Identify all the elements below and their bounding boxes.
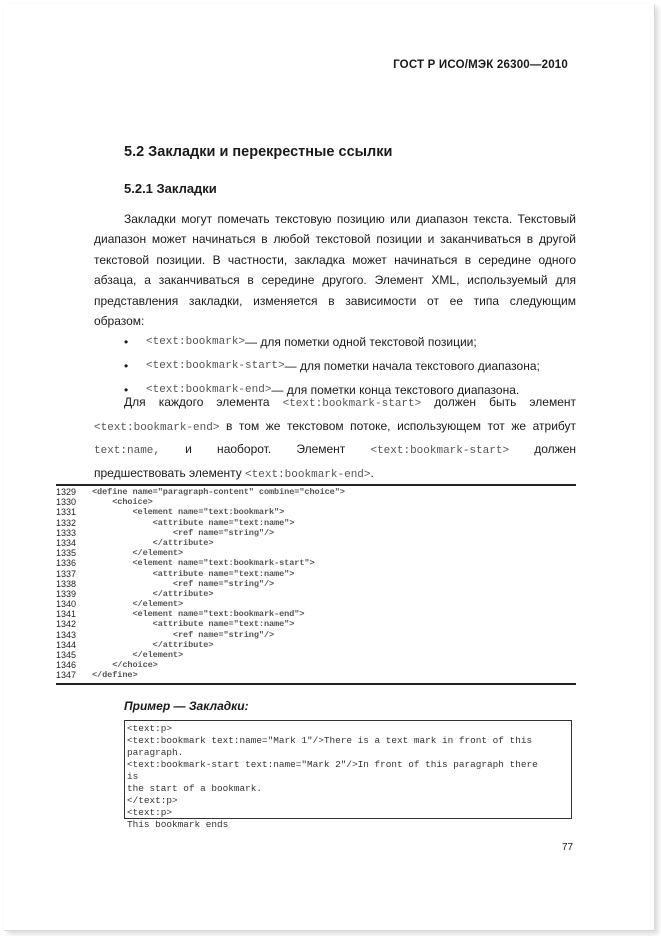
code-text: <attribute name="text:name">: [92, 568, 295, 579]
code-text: </choice>: [92, 660, 158, 671]
code-line: [56, 558, 576, 568]
example-code-line: <text:p>: [127, 807, 173, 818]
line-number: 1339: [56, 588, 77, 599]
paragraph-line: [94, 462, 576, 486]
code-text: </attribute>: [92, 537, 214, 548]
code-line: [56, 670, 576, 680]
code-text: <ref name="string"/>: [92, 527, 275, 538]
line-number: 1334: [56, 537, 77, 548]
element-code: <text:bookmark-end>: [146, 384, 272, 396]
paragraph-line: абзаца, а заканчиваться в середине другого. Элемент XML, используемый для: [94, 273, 576, 288]
text-run: .: [370, 465, 374, 480]
code-text: <element name="text:bookmark">: [92, 507, 285, 518]
element-code: <text:bookmark-end>: [94, 421, 220, 434]
code-line: [56, 518, 576, 528]
schema-code-listing: [56, 484, 576, 685]
attribute-code: text:name,: [94, 445, 161, 457]
example-title: Пример — Закладки:: [124, 699, 249, 713]
paragraph-line: представления закладки, изменяется в зависимости от ее типа следующим: [94, 293, 576, 308]
example-code-line: the start of a bookmark.: [127, 783, 263, 794]
example-code-line: is: [127, 771, 139, 782]
paragraph-line: образом:: [94, 314, 145, 329]
code-line: [56, 599, 576, 609]
code-text: </attribute>: [92, 588, 214, 599]
code-text: </element>: [92, 548, 184, 559]
example-code-line: </text:p>: [127, 795, 178, 806]
standard-header: ГОСТ Р ИСО/МЭК 26300—2010: [393, 59, 568, 71]
code-line: [56, 507, 576, 517]
code-text: </element>: [92, 650, 184, 660]
rule-paragraph: [94, 391, 576, 485]
paragraph-line: [94, 391, 576, 415]
code-line: [56, 640, 576, 650]
code-text: <ref name="string"/>: [92, 629, 275, 640]
code-text: <attribute name="text:name">: [92, 517, 295, 528]
paragraph-line: [94, 415, 576, 439]
list-item: [124, 354, 540, 378]
example-code-line: This bookmark ends: [127, 819, 229, 830]
bullet-icon: •: [124, 359, 129, 373]
code-line: [56, 538, 576, 548]
code-line: [56, 528, 576, 538]
code-line: [56, 660, 576, 670]
text-run: в том же текстовом потоке, использующем тот же атрибут: [219, 418, 576, 433]
text-run: и наоборот. Элемент: [160, 442, 371, 456]
line-number: 1341: [56, 609, 77, 620]
section-title: 5.2 Закладки и перекрестные ссылки: [124, 144, 393, 160]
line-number: 1330: [56, 497, 77, 508]
list-item: [124, 330, 540, 354]
code-line: [56, 589, 576, 599]
list-item-text: — для пометки начала текстового диапазона;: [284, 359, 540, 373]
text-run: должен быть элемент: [421, 395, 576, 409]
line-number: 1329: [56, 487, 77, 497]
intro-paragraph: [94, 209, 576, 331]
line-number: 1335: [56, 548, 77, 559]
line-number: 1337: [56, 568, 77, 579]
document-page: [4, 4, 655, 931]
code-line: [56, 487, 576, 497]
code-line: [56, 497, 576, 507]
line-number: 1346: [56, 660, 77, 671]
line-number: 1342: [56, 619, 77, 630]
code-text: <element name="text:bookmark-start">: [92, 558, 315, 569]
text-run: предшествовать элементу: [94, 465, 246, 480]
line-number: 1347: [56, 670, 77, 681]
list-item-text: — для пометки конца текстового диапазона.: [271, 383, 520, 397]
code-line: [56, 548, 576, 558]
paragraph-line: Закладки могут помечать текстовую позицию или диапазон текста. Текстовый: [124, 212, 576, 226]
element-code: <text:bookmark-start>: [282, 398, 422, 410]
paragraph-line: текстовой позиции. В частности, закладка может начинаться в середине одного: [94, 252, 576, 267]
text-run: должен: [509, 442, 577, 456]
bullet-icon: •: [124, 383, 129, 397]
code-text: <element name="text:bookmark-end">: [92, 609, 305, 620]
code-text: <choice>: [92, 497, 153, 508]
code-line: [56, 650, 576, 660]
code-text: <attribute name="text:name">: [92, 619, 295, 630]
line-number: 1333: [56, 527, 77, 538]
code-text: <ref name="string"/>: [92, 578, 275, 589]
paragraph-line: диапазон может начинаться в любой текстовой позиции и заканчиваться в другой: [94, 232, 576, 247]
example-code-line: <text:bookmark text:name="Mark 1"/>There is a text mark in front of this: [127, 735, 533, 746]
page-number: 77: [562, 842, 574, 853]
code-line: [56, 609, 576, 619]
element-code: <text:bookmark-start>: [146, 360, 285, 372]
example-code-box: [124, 720, 572, 830]
line-number: 1338: [56, 578, 77, 589]
line-number: 1331: [56, 507, 77, 518]
element-code: <text:bookmark-end>: [245, 468, 371, 481]
code-text: </define>: [92, 670, 138, 681]
subsection-title: 5.2.1 Закладки: [124, 181, 217, 196]
code-line: [56, 630, 576, 640]
code-line: [56, 579, 576, 589]
element-code: <text:bookmark-start>: [370, 445, 510, 457]
code-text: <define name="paragraph-content" combine="choice">: [92, 487, 345, 497]
example-code-line: <text:p>: [127, 723, 173, 734]
line-number: 1345: [56, 650, 77, 660]
code-text: </attribute>: [92, 639, 214, 650]
line-number: 1343: [56, 629, 77, 640]
bullet-icon: •: [124, 335, 129, 349]
line-number: 1344: [56, 639, 77, 650]
example-code-line: paragraph.: [127, 747, 184, 758]
text-run: Для каждого элемента: [124, 395, 283, 409]
paragraph-line: [94, 438, 576, 462]
element-code: <text:bookmark>: [146, 336, 246, 348]
code-line: [56, 569, 576, 579]
code-line: [56, 619, 576, 629]
line-number: 1332: [56, 517, 77, 528]
list-item-text: — для пометки одной текстовой позиции;: [245, 335, 477, 349]
line-number: 1336: [56, 558, 77, 569]
line-number: 1340: [56, 599, 77, 610]
code-text: </element>: [92, 599, 184, 610]
example-code-line: <text:bookmark-start text:name="Mark 2"/>In front of this paragraph there: [127, 759, 538, 770]
